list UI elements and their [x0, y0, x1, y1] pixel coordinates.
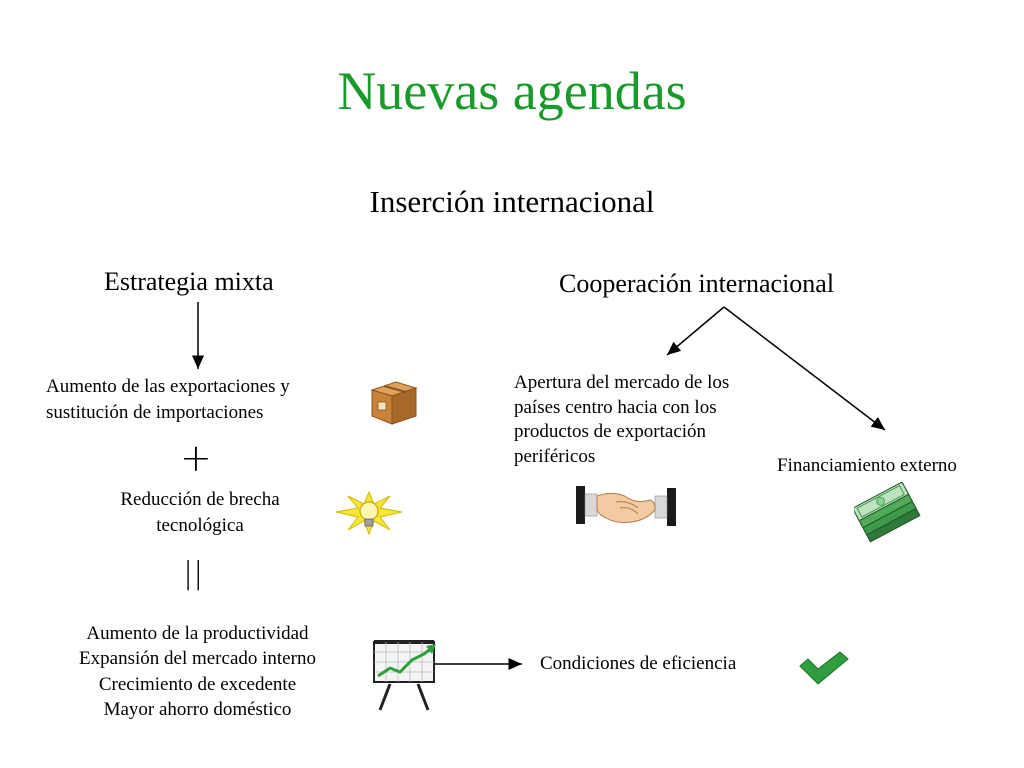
item-reduccion-line2: tecnológica: [156, 514, 244, 536]
money-stack-icon: [854, 482, 924, 548]
item-financiamiento-externo: Financiamiento externo: [777, 455, 957, 476]
item-apertura-line2: países centro hacia con los: [514, 396, 717, 418]
heading-cooperacion-internacional: Cooperación internacional: [559, 269, 835, 298]
item-exportaciones: [46, 374, 356, 425]
item-apertura-mercado: [514, 371, 794, 470]
handshake-icon: [576, 482, 676, 528]
chart-easel-icon: [370, 640, 440, 712]
arrow-left-branch: [667, 307, 724, 355]
checkmark-icon: [798, 650, 850, 686]
item-resultados-line2: Expansión del mercado interno: [79, 648, 316, 670]
item-apertura-line1: Apertura del mercado de los: [514, 372, 730, 393]
item-apertura-line4: periféricos: [514, 446, 596, 468]
item-exportaciones-line2: sustitución de importaciones: [46, 401, 264, 423]
item-resultados-line3: Crecimiento de excedente: [98, 673, 297, 695]
heading-estrategia-mixta: Estrategia mixta: [104, 267, 274, 296]
page-subtitle: Inserción internacional: [369, 184, 655, 219]
item-reduccion-line1: Reducción de brecha: [120, 489, 280, 510]
item-resultados-productividad: [40, 621, 355, 722]
equals-operator: ||: [183, 556, 204, 591]
item-reduccion-brecha: [90, 487, 310, 538]
item-resultados-line1: Aumento de la productividad: [86, 623, 309, 644]
item-condiciones-eficiencia: Condiciones de eficiencia: [540, 653, 737, 674]
page-title: Nuevas agendas: [337, 61, 687, 121]
item-apertura-line3: productos de exportación: [514, 421, 707, 443]
item-exportaciones-line1: Aumento de las exportaciones y: [46, 376, 290, 397]
item-resultados-line4: Mayor ahorro doméstico: [103, 698, 292, 720]
plus-operator: +: [180, 436, 212, 480]
box-icon: [368, 378, 420, 426]
lightbulb-icon: [334, 490, 404, 536]
